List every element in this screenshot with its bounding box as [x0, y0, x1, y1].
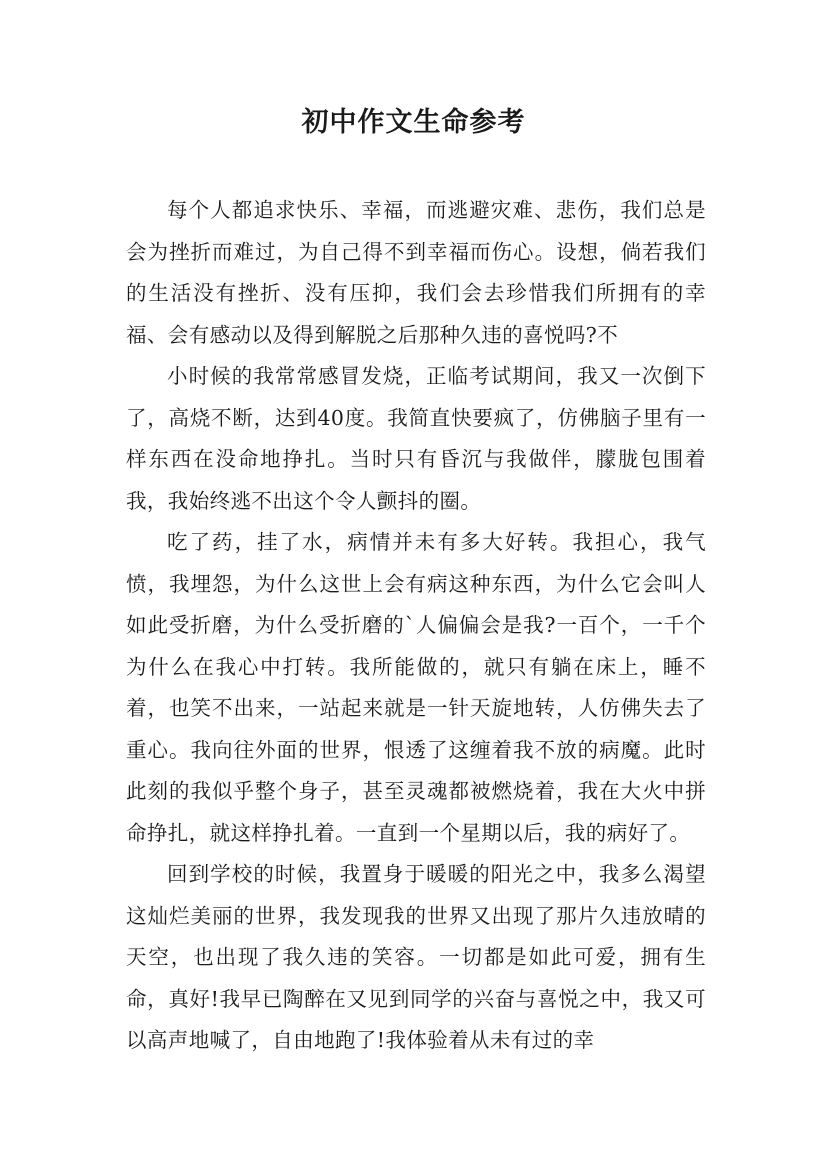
paragraph: 回到学校的时候，我置身于暖暖的阳光之中，我多么渴望这灿烂美丽的世界，我发现我的世界又出现了那片久违放晴的天空，也出现了我久违的笑容。一切都是如此可爱，拥有生命，真好!我早已陶醉在又见到同学的兴奋与喜悦之中，我又可以高声地喊了，自由地跑了!我体验着从未有过的幸 — [126, 862, 706, 1052]
paragraph: 小时候的我常常感冒发烧，正临考试期间，我又一次倒下了，高烧不断，达到40度。我简直快要疯了，仿佛脑子里有一样东西在没命地挣扎。当时只有昏沉与我做伴，朦胧包围着我，我始终逃不出这个令人颤抖的圈。 — [126, 364, 706, 513]
paragraph: 每个人都追求快乐、幸福，而逃避灾难、悲伤，我们总是会为挫折而难过，为自己得不到幸福而伤心。设想，倘若我们的生活没有挫折、没有压抑，我们会去珍惜我们所拥有的幸福、会有感动以及得到解脱之后那种久违的喜悦吗?不 — [126, 198, 706, 347]
paragraph: 吃了药，挂了水，病情并未有多大好转。我担心，我气愤，我埋怨，为什么这世上会有病这种东西，为什么它会叫人如此受折磨，为什么受折磨的`人偏偏会是我?一百个，一千个为什么在我心中打转。我所能做的，就只有躺在床上，睡不着，也笑不出来，一站起来就是一针天旋地转，人仿佛失去了重心。我向往外面的世界，恨透了这缠着我不放的病魔。此时此刻的我似乎整个身子，甚至灵魂都被燃烧着，我在大火中拼命挣扎，就这样挣扎着。一直到一个星期以后，我的病好了。 — [126, 530, 706, 845]
document-body — [126, 190, 706, 1062]
document-title: 初中作文生命参考 — [301, 107, 526, 138]
